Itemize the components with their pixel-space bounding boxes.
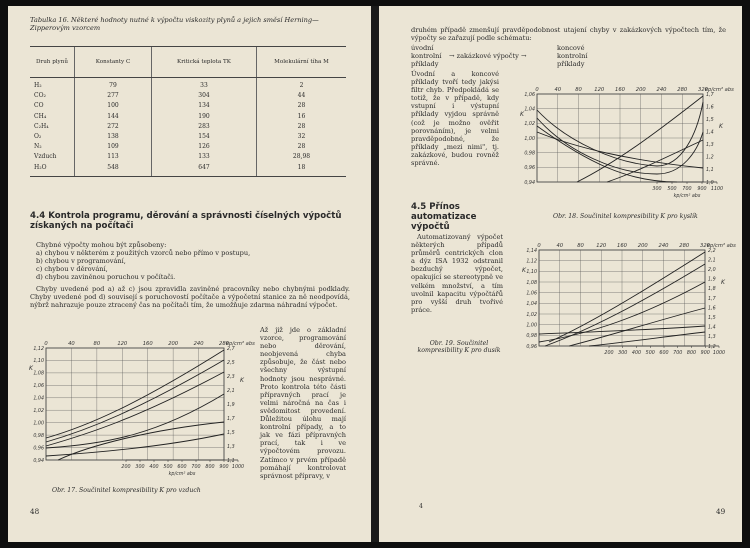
- gas-constants-table: [30, 46, 346, 177]
- right-tick-label: 2,1: [227, 388, 235, 394]
- section-title-4-5: 4.5 Přínos automatizace výpočtů: [411, 202, 477, 232]
- bottom-tick-label: 800: [686, 351, 697, 356]
- left-tick-label: 1,14: [526, 248, 537, 254]
- side-text-left: Až již jde o základní vzorce, programování nebo děrování, neobjevená chyba způsobuje, že část nebo všechny výstupní hodnoty jsou nesprávné. Proto kontrola této části přípravných prací je velmi náročná na čas i svědomitost provedení. Důležitou úlohu mají kontrolní případy, a to jak ve fázi přípravných prací, tak i ve výpočtovém provozu. Zatímco v prvém případě pomáhají kontrolovat správnost přípravy, v: [260, 326, 346, 480]
- table-cell: 283: [152, 122, 257, 132]
- table-cell: 79: [75, 78, 152, 92]
- right-tick-label: 2,3: [227, 374, 235, 380]
- right-tick-label: 1,5: [227, 430, 235, 436]
- scheme-mid-label: zakázkové výpočty: [456, 52, 519, 60]
- left-tick-label: 1,06: [33, 384, 44, 390]
- left-tick-label: 1,04: [526, 302, 537, 308]
- table-cell: 18: [257, 163, 347, 177]
- scheme-label: příklady: [557, 60, 585, 69]
- left-tick-label: 1,06: [524, 92, 535, 98]
- top-tick-label: 320: [700, 243, 710, 249]
- top-tick-label: 40: [556, 243, 564, 249]
- top-tick-label: 200: [168, 341, 179, 347]
- bottom-tick-label: 600: [659, 351, 669, 356]
- right-tick-label: 2,2: [708, 248, 716, 254]
- bottom-tick-label: 200: [604, 351, 614, 356]
- errors-intro: Chybné výpočty mohou být způsobeny:: [36, 241, 167, 249]
- left-axis-label: K: [29, 365, 33, 372]
- table-cell: 2: [257, 78, 347, 92]
- left-tick-label: 1,06: [526, 291, 537, 297]
- table-cell: 113: [75, 152, 152, 162]
- section-title-4-4: 4.4 Kontrola programu, děrování a správnosti číselných výpočtů získaných na počítači: [30, 211, 342, 231]
- left-tick-label: 0,96: [526, 344, 537, 350]
- top-tick-label: 280: [219, 341, 229, 347]
- fig19-caption: Obr. 19. Součinitel kompresibility K pro dusík: [417, 340, 501, 354]
- left-tick-label: 1,08: [526, 280, 537, 286]
- left-tick-label: 0,94: [524, 180, 535, 186]
- table-cell: 100: [75, 101, 152, 111]
- arrow-right-icon: →: [449, 52, 455, 60]
- left-axis-label: K: [522, 267, 526, 274]
- top-axis-unit: kp/cm² abs: [226, 341, 255, 347]
- bottom-tick-label: 300: [135, 465, 145, 470]
- table-caption: Tabulka 16. Některé hodnoty nutné k výpočtu viskozity plynů a jejich směsí Herning— Zipperovým vzorcem: [30, 16, 319, 32]
- k-curve: [46, 434, 224, 456]
- top-tick-label: 160: [617, 243, 627, 249]
- table-cell: N₂: [34, 143, 42, 151]
- top-tick-label: 120: [596, 243, 607, 249]
- table-cell: 133: [152, 152, 257, 162]
- arrow-right-icon: →: [520, 52, 527, 60]
- right-tick-label: 2,0: [708, 268, 716, 273]
- book-spread: [8, 6, 742, 542]
- table-cell: C₂H₄: [34, 122, 49, 130]
- right-axis-label: K: [721, 279, 725, 286]
- bottom-tick-label: 900: [697, 187, 707, 192]
- table-header: Konstanty C: [75, 47, 152, 78]
- error-item: c) chybou v děrování,: [36, 265, 108, 274]
- right-tick-label: 1,8: [708, 287, 716, 293]
- page-number-right: 49: [716, 507, 726, 516]
- automation-text: Automatizovaný výpočet některých případů průměrů centrických clon a dýz ISA 1932 odstranil bezduchý výpočet, opakující se stereotypně ve velkém množství, a tím uvolnil kapacitu výpočtářů pro vyšší druh tvořivé práce.: [411, 233, 503, 314]
- footnote-mark: 4: [419, 503, 423, 510]
- right-tick-label: 1,6: [708, 306, 716, 312]
- right-tick-label: 1,4: [706, 130, 714, 136]
- bottom-tick-label: 400: [631, 351, 642, 356]
- table-header: Druh plynů: [30, 47, 75, 78]
- top-tick-label: 280: [677, 87, 688, 93]
- error-item: b) chybou v programování,: [36, 257, 126, 266]
- right-tick-label: 1,4: [708, 325, 716, 331]
- right-tick-label: 1,3: [708, 335, 716, 341]
- right-tick-label: 1,9: [708, 277, 716, 283]
- bottom-axis-unit: kp/cm² abs: [168, 472, 196, 477]
- right-tick-label: 1,6: [706, 105, 714, 111]
- right-tick-label: 1,3: [227, 444, 235, 450]
- table-header: Molekulární tíha M: [257, 47, 347, 78]
- table-row: [30, 163, 346, 177]
- bottom-tick-label: 1100: [710, 187, 724, 192]
- top-tick-label: 80: [93, 341, 101, 347]
- left-axis-label: K: [520, 111, 524, 118]
- table-cell: 32: [257, 132, 347, 142]
- right-axis-label: K: [719, 123, 723, 130]
- table-cell: 277: [75, 91, 152, 101]
- table-cell: 190: [152, 112, 257, 122]
- table-cell: 28,98: [257, 152, 347, 162]
- left-tick-label: 1,02: [524, 122, 535, 128]
- left-tick-label: 1,08: [33, 371, 44, 377]
- table-cell: 126: [152, 142, 257, 152]
- left-tick-label: 1,12: [33, 346, 44, 352]
- left-tick-label: 1,00: [33, 421, 44, 427]
- bottom-tick-label: 300: [618, 351, 628, 356]
- top-tick-label: 320: [698, 87, 708, 93]
- table-row: [30, 122, 346, 132]
- right-tick-label: 1,1: [706, 168, 714, 174]
- top-tick-label: 40: [554, 87, 562, 93]
- fig18-chart: [507, 82, 733, 206]
- table-row: [30, 132, 346, 142]
- table-cell: H₂O: [30, 163, 75, 177]
- scheme-label: kontrolní: [557, 52, 588, 61]
- text-top-right: druhém případě zmenšují pravděpodobnost utajení chyby v zakázkových výpočtech tím, že výpočty se zařazují podle schématu:: [411, 26, 726, 43]
- top-tick-label: 120: [117, 341, 128, 347]
- table-cell: Vzduch: [34, 153, 57, 161]
- bottom-tick-label: 1000: [231, 465, 245, 470]
- top-tick-label: 240: [656, 87, 667, 93]
- table-cell: 28: [257, 101, 347, 111]
- errors-paragraph: Chyby uvedené pod a) až c) jsou zpravidla zaviněné pracovníky nebo chybnými podklady. Chyby uvedené pod d) souvisejí s poruchovostí počítače a výpočetní stanice za ně neodpovídá, nýbrž nahrazuje pouze ztracený čas na počítači tím, že umožňuje zdarma náhradní výpočet.: [30, 285, 350, 310]
- top-tick-label: 80: [577, 243, 584, 249]
- left-tick-label: 1,02: [33, 409, 44, 415]
- page-number-left: 48: [30, 507, 40, 516]
- top-tick-label: 0: [44, 341, 48, 347]
- table-row: [30, 142, 346, 152]
- k-curve: [589, 332, 705, 346]
- fig17-chart: [28, 334, 255, 477]
- table-cell: CO₂: [34, 92, 46, 100]
- side-text-right: Úvodní a koncové příklady tvoří tedy jakýsi filtr chyb. Předpokládá se totiž, že v případě, kdy vstupní i výstupní příklady vyjdou správně (což je možno ověřit porovnáním), je velmi pravděpodobné, že příklady „mezi nimi", tj. zakázkové, budou rovněž správné.: [411, 70, 499, 168]
- table-cell: 154: [152, 132, 257, 142]
- right-tick-label: 1,5: [706, 117, 714, 123]
- fig18-caption: Obr. 18. Součinitel kompresibility K pro kyslík: [553, 213, 698, 220]
- right-tick-label: 1,7: [708, 296, 716, 302]
- left-page: [8, 6, 371, 542]
- scheme-label: příklady: [411, 60, 439, 69]
- right-tick-label: 2,5: [227, 360, 235, 366]
- table-cell: 28: [257, 142, 347, 152]
- table-cell: 138: [75, 132, 152, 142]
- top-tick-label: 200: [637, 243, 648, 249]
- table-cell: 109: [75, 142, 152, 152]
- right-tick-label: 2,7: [227, 346, 235, 352]
- error-item: d) chybou zaviněnou poruchou v počítači.: [36, 273, 176, 282]
- top-tick-label: 0: [537, 243, 541, 249]
- top-tick-label: 40: [68, 341, 75, 347]
- left-tick-label: 1,00: [524, 136, 535, 142]
- bottom-tick-label: 800: [205, 465, 215, 470]
- bottom-tick-label: 600: [177, 465, 187, 470]
- right-tick-label: 1,2: [708, 344, 716, 350]
- scheme-mid: [449, 52, 526, 60]
- top-tick-label: 120: [594, 87, 605, 93]
- k-curve: [607, 140, 703, 182]
- bottom-tick-label: 700: [673, 351, 683, 356]
- top-tick-label: 160: [142, 341, 153, 347]
- top-axis-unit: kp/cm² abs: [707, 243, 736, 249]
- top-tick-label: 280: [679, 243, 690, 249]
- right-tick-label: 1,0: [706, 180, 714, 186]
- left-tick-label: 0,98: [526, 334, 537, 340]
- table-cell: 548: [75, 163, 152, 177]
- top-tick-label: 0: [535, 87, 539, 93]
- top-tick-label: 240: [193, 341, 204, 347]
- right-tick-label: 1,7: [706, 92, 714, 98]
- bottom-tick-label: 500: [645, 351, 655, 356]
- k-curve: [46, 394, 224, 448]
- left-tick-label: 0,96: [33, 446, 44, 452]
- k-curve: [545, 264, 705, 346]
- left-tick-label: 0,98: [33, 433, 44, 439]
- book-gutter: [371, 6, 379, 542]
- bottom-tick-label: 900: [219, 465, 229, 470]
- left-tick-label: 1,10: [33, 359, 44, 365]
- right-tick-label: 1,2: [706, 155, 714, 161]
- right-tick-label: 1,5: [708, 316, 716, 321]
- table-row: [30, 101, 346, 111]
- k-curve: [549, 252, 705, 342]
- table-cell: 272: [75, 122, 152, 132]
- bottom-tick-label: 700: [682, 187, 692, 192]
- left-tick-label: 0,98: [524, 151, 535, 157]
- bottom-tick-label: 300: [652, 187, 662, 192]
- top-tick-label: 200: [635, 87, 646, 93]
- scheme-label: úvodní: [411, 44, 434, 52]
- bottom-axis-unit: kp/cm² abs: [673, 194, 701, 199]
- right-tick-label: 1,3: [706, 143, 714, 149]
- left-tick-label: 1,04: [524, 107, 535, 113]
- table-cell: 304: [152, 91, 257, 101]
- right-tick-label: 1,9: [227, 402, 235, 408]
- table-row: [30, 112, 346, 122]
- scheme-label: koncové: [557, 44, 585, 52]
- table-cell: 647: [152, 163, 257, 177]
- scheme-label: kontrolní: [411, 52, 442, 61]
- table-cell: 144: [75, 112, 152, 122]
- left-tick-label: 1,12: [526, 259, 537, 265]
- bottom-tick-label: 900: [700, 351, 710, 356]
- right-tick-label: 2,1: [708, 258, 716, 264]
- table-cell: 33: [152, 78, 257, 92]
- k-curve: [58, 422, 224, 460]
- right-tick-label: 1,7: [227, 416, 235, 422]
- table-row: [30, 78, 346, 92]
- right-page: [379, 6, 742, 542]
- bottom-tick-label: 500: [163, 465, 173, 470]
- top-tick-label: 240: [658, 243, 669, 249]
- table-cell: CH₄: [34, 112, 47, 120]
- left-tick-label: 0,94: [33, 458, 44, 464]
- fig17-caption: Obr. 17. Součinitel kompresibility K pro vzduch: [52, 487, 201, 494]
- table-body: [30, 78, 346, 177]
- left-tick-label: 1,02: [526, 312, 537, 318]
- left-tick-label: 1,10: [526, 270, 537, 276]
- bottom-tick-label: 400: [149, 465, 159, 470]
- bottom-tick-label: 700: [191, 465, 201, 470]
- left-tick-label: 1,00: [526, 323, 537, 329]
- table-cell: 28: [257, 122, 347, 132]
- error-item: a) chybou v některém z použitých vzorců nebo přímo v postupu,: [36, 249, 251, 258]
- bottom-tick-label: 1000: [712, 351, 726, 356]
- table-header-row: [30, 47, 346, 78]
- bottom-tick-label: 500: [667, 187, 677, 192]
- table-row: [30, 152, 346, 162]
- errors-block: [36, 241, 346, 281]
- top-tick-label: 160: [615, 87, 625, 93]
- right-axis-label: K: [240, 377, 244, 384]
- right-tick-label: 1,1: [227, 458, 235, 464]
- left-tick-label: 1,04: [33, 396, 44, 402]
- top-tick-label: 80: [575, 87, 582, 93]
- scheme-col2: [557, 44, 617, 68]
- table-cell: H₂: [34, 82, 42, 90]
- table-cell: 16: [257, 112, 347, 122]
- top-axis-unit: kp/cm² abs: [705, 87, 734, 93]
- table-row: [30, 91, 346, 101]
- bottom-tick-label: 200: [121, 465, 131, 470]
- table-cell: CO: [34, 102, 44, 110]
- fig19-chart: [509, 238, 735, 362]
- table-cell: 134: [152, 101, 257, 111]
- table-cell: 44: [257, 91, 347, 101]
- table-cell: O₂: [34, 133, 42, 141]
- plot-frame: [46, 348, 224, 460]
- table-header: Kritická teplota TK: [152, 47, 257, 78]
- left-tick-label: 0,96: [524, 166, 535, 172]
